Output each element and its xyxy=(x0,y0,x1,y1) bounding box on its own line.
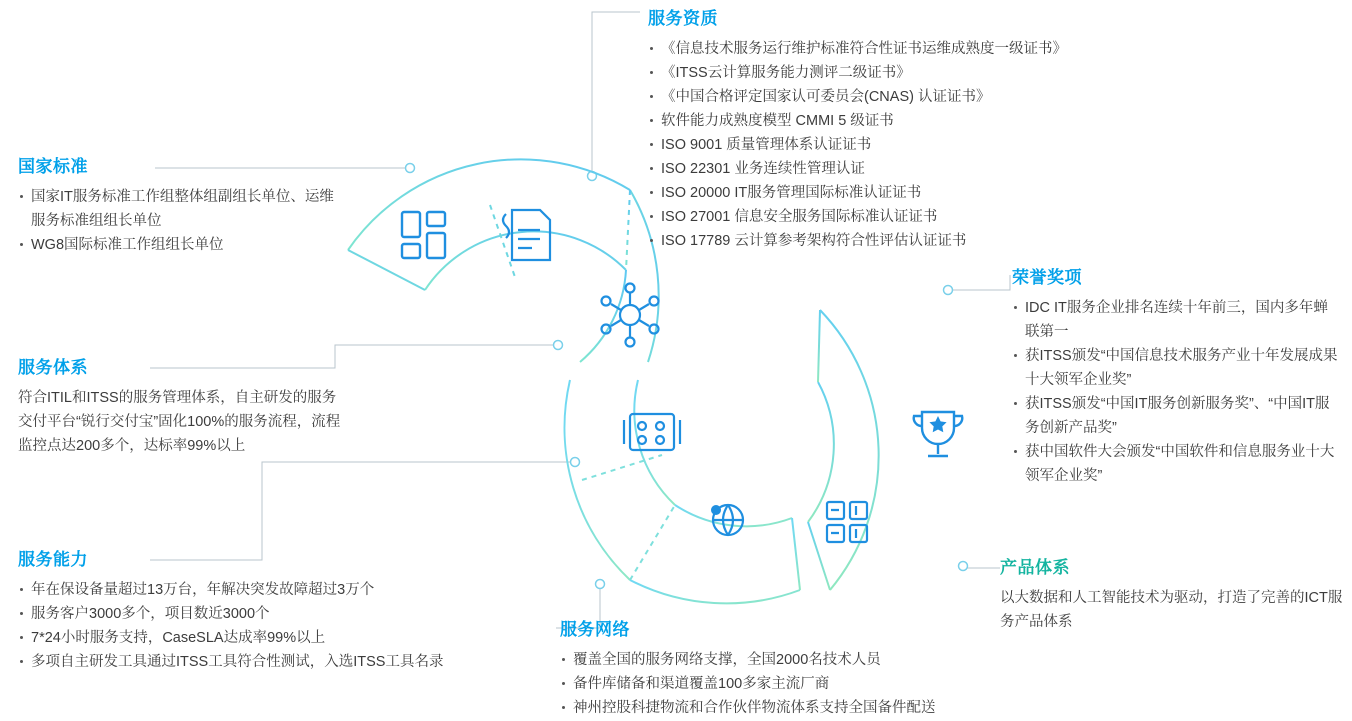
list-item: 年在保设备量超过13万台，年解决突发故障超过3万个 xyxy=(18,578,538,602)
block-service-system xyxy=(18,353,348,458)
block-title: 服务网络 xyxy=(560,620,630,639)
block-title: 服务能力 xyxy=(18,550,88,569)
molecule-icon xyxy=(602,284,659,347)
media-icon xyxy=(827,502,867,542)
block-title: 服务资质 xyxy=(648,9,718,28)
grid-icon xyxy=(624,414,680,450)
product-system-text: 以大数据和人工智能技术为驱动，打造了完善的ICT服务产品体系 xyxy=(1000,590,1343,630)
list-item: ISO 9001 质量管理体系认证证书 xyxy=(648,133,1118,157)
list-item: 国家IT服务标准工作组整体组副组长单位、运维服务标准组组长单位 xyxy=(18,185,348,233)
list-item: 获中国软件大会颁发“中国软件和信息服务业十大领军企业奖” xyxy=(1012,440,1342,488)
list-item: ISO 22301 业务连续性管理认证 xyxy=(648,157,1118,181)
list-item: 备件库储备和渠道覆盖100多家主流厂商 xyxy=(560,672,1120,696)
list-item: 获ITSS颁发“中国信息技术服务产业十年发展成果十大领军企业奖” xyxy=(1012,344,1342,392)
list-item: 《ITSS云计算服务能力测评二级证书》 xyxy=(648,61,1118,85)
list-item: 软件能力成熟度模型 CMMI 5 级证书 xyxy=(648,109,1118,133)
block-national-standard xyxy=(18,152,348,257)
list-item: ISO 17789 云计算参考架构符合性评估认证证书 xyxy=(648,229,1118,253)
service-capability-list xyxy=(18,578,538,674)
block-service-capability xyxy=(18,545,538,674)
block-title: 国家标准 xyxy=(18,157,88,176)
list-item: ISO 20000 IT服务管理国际标准认证证书 xyxy=(648,181,1118,205)
list-item: ISO 27001 信息安全服务国际标准认证证书 xyxy=(648,205,1118,229)
block-service-qualification xyxy=(648,4,1118,253)
list-item: WG8国际标准工作组组长单位 xyxy=(18,233,348,257)
block-title: 荣誉奖项 xyxy=(1012,268,1082,287)
list-item: 覆盖全国的服务网络支撑，全国2000名技术人员 xyxy=(560,648,1120,672)
service-system-text: 符合ITIL和ITSS的服务管理体系，自主研发的服务交付平台“锐行交付宝”固化100%的服务流程，流程监控点达200多个，达标率99%以上 xyxy=(18,390,341,454)
trophy-icon xyxy=(914,412,963,456)
list-item: 服务客户3000多个，项目数近3000个 xyxy=(18,602,538,626)
national-standard-list xyxy=(18,185,348,257)
list-item: 多项自主研发工具通过ITSS工具符合性测试，入选ITSS工具名录 xyxy=(18,650,538,674)
dashboard-icon xyxy=(402,212,445,258)
block-service-network xyxy=(560,615,1120,720)
service-qualification-list xyxy=(648,37,1118,253)
list-item: 《信息技术服务运行维护标准符合性证书运维成熟度一级证书》 xyxy=(648,37,1118,61)
service-network-list xyxy=(560,648,1120,720)
list-item: 获ITSS颁发“中国IT服务创新服务奖”、“中国IT服务创新产品奖” xyxy=(1012,392,1342,440)
globe-icon xyxy=(711,505,743,535)
list-item: IDC IT服务企业排名连续十年前三，国内多年蝉联第一 xyxy=(1012,296,1342,344)
list-item: 7*24小时服务支持，CaseSLA达成率99%以上 xyxy=(18,626,538,650)
block-title: 服务体系 xyxy=(18,358,88,377)
block-honor-awards xyxy=(1012,263,1342,488)
list-item: 神州控股科捷物流和合作伙伴物流体系支持全国备件配送 xyxy=(560,696,1120,720)
list-item: 《中国合格评定国家认可委员会(CNAS) 认证证书》 xyxy=(648,85,1118,109)
honor-awards-list xyxy=(1012,296,1342,488)
document-icon xyxy=(503,210,550,260)
block-title: 产品体系 xyxy=(1000,558,1070,577)
